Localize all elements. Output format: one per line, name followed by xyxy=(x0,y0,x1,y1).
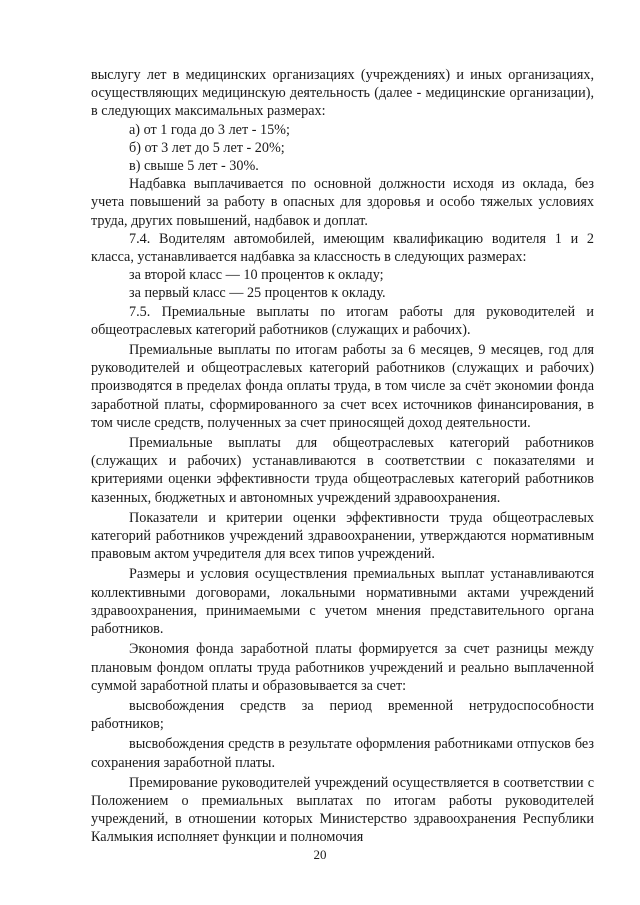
paragraph-savings: Экономия фонда заработной платы формируется за счет разницы между плановым фондом оплаты труда работников учреждений и реально выплаченной суммой заработной платы и образовывается за счет: xyxy=(91,641,594,694)
list-item-second-class: за второй класс — 10 процентов к окладу; xyxy=(129,267,384,284)
paragraph-section-7-4: 7.4. Водителям автомобилей, имеющим квалификацию водителя 1 и 2 класса, устанавливается надбавка за классность в следующих размерах: xyxy=(91,230,594,266)
paragraph-indicators: Показатели и критерии оценки эффективности труда общеотраслевых категорий работников учреждений здравоохранении, утверждаются нормативным правовым актом учредителя для всех типов учреждений. xyxy=(91,509,594,563)
paragraph-management-bonus: Премирование руководителей учреждений осуществляется в соответствии с Положением о премиальных выплатах по итогам работы руководителей учреждений, в отношении которых Министерство здравоохранения Республики Калмыкия исполняет функции и полномочия xyxy=(91,774,594,846)
document-body xyxy=(91,66,594,847)
list-item-first-class: за первый класс — 25 процентов к окладу. xyxy=(129,285,386,302)
paragraph-section-7-5: 7.5. Премиальные выплаты по итогам работы для руководителей и общеотраслевых категорий работников (служащих и рабочих). xyxy=(91,303,594,338)
list-item-c: в) свыше 5 лет - 30%. xyxy=(129,158,259,175)
page-number: 20 xyxy=(313,847,327,862)
paragraph-sick-leave: высвобождения средств за период временной нетрудоспособности работников; xyxy=(91,697,594,733)
list-item-a: а) от 1 года до 3 лет - 15%; xyxy=(129,121,290,138)
paragraph-bonus-periods: Премиальные выплаты по итогам работы за 6 месяцев, 9 месяцев, год для руководителей и общеотраслевых категорий работников (служащих и рабочих) производятся в пределах фонда оплаты труда, в том числе за счёт экономии фонда заработной платы, сформированного за счет всех источников финансирования, в том числе средств, полученных за счет приносящей доход деятельности. xyxy=(91,342,594,431)
paragraph-seniority-continuation: выслугу лет в медицинских организациях (учреждениях) и иных организациях, осуществляющих медицинскую деятельность (далее - медицинские организации), в следующих максимальных размерах: xyxy=(91,67,594,120)
paragraph-unpaid-leave: высвобождения средств в результате оформления работниками отпусков без сохранения заработной платы. xyxy=(91,736,594,771)
paragraph-conditions: Размеры и условия осуществления премиальных выплат устанавливаются коллективными договорами, локальными нормативными актами учреждений здравоохранения, принимаемыми с учетом мнения представительного органа работников. xyxy=(91,566,594,638)
paragraph-bonus-basis: Надбавка выплачивается по основной должности исходя из оклада, без учета повышений за работу в опасных для здоровья и особо тяжелых условиях труда, других повышений, надбавок и доплат. xyxy=(91,176,594,229)
list-item-b: б) от 3 лет до 5 лет - 20%; xyxy=(129,139,285,156)
paragraph-bonus-criteria: Премиальные выплаты для общеотраслевых категорий работников (служащих и рабочих) устанавливаются в соответствии с показателями и критериями оценки эффективности труда общеотраслевых категорий работников казенных, бюджетных и автономных учреждений здравоохранения. xyxy=(91,435,594,506)
